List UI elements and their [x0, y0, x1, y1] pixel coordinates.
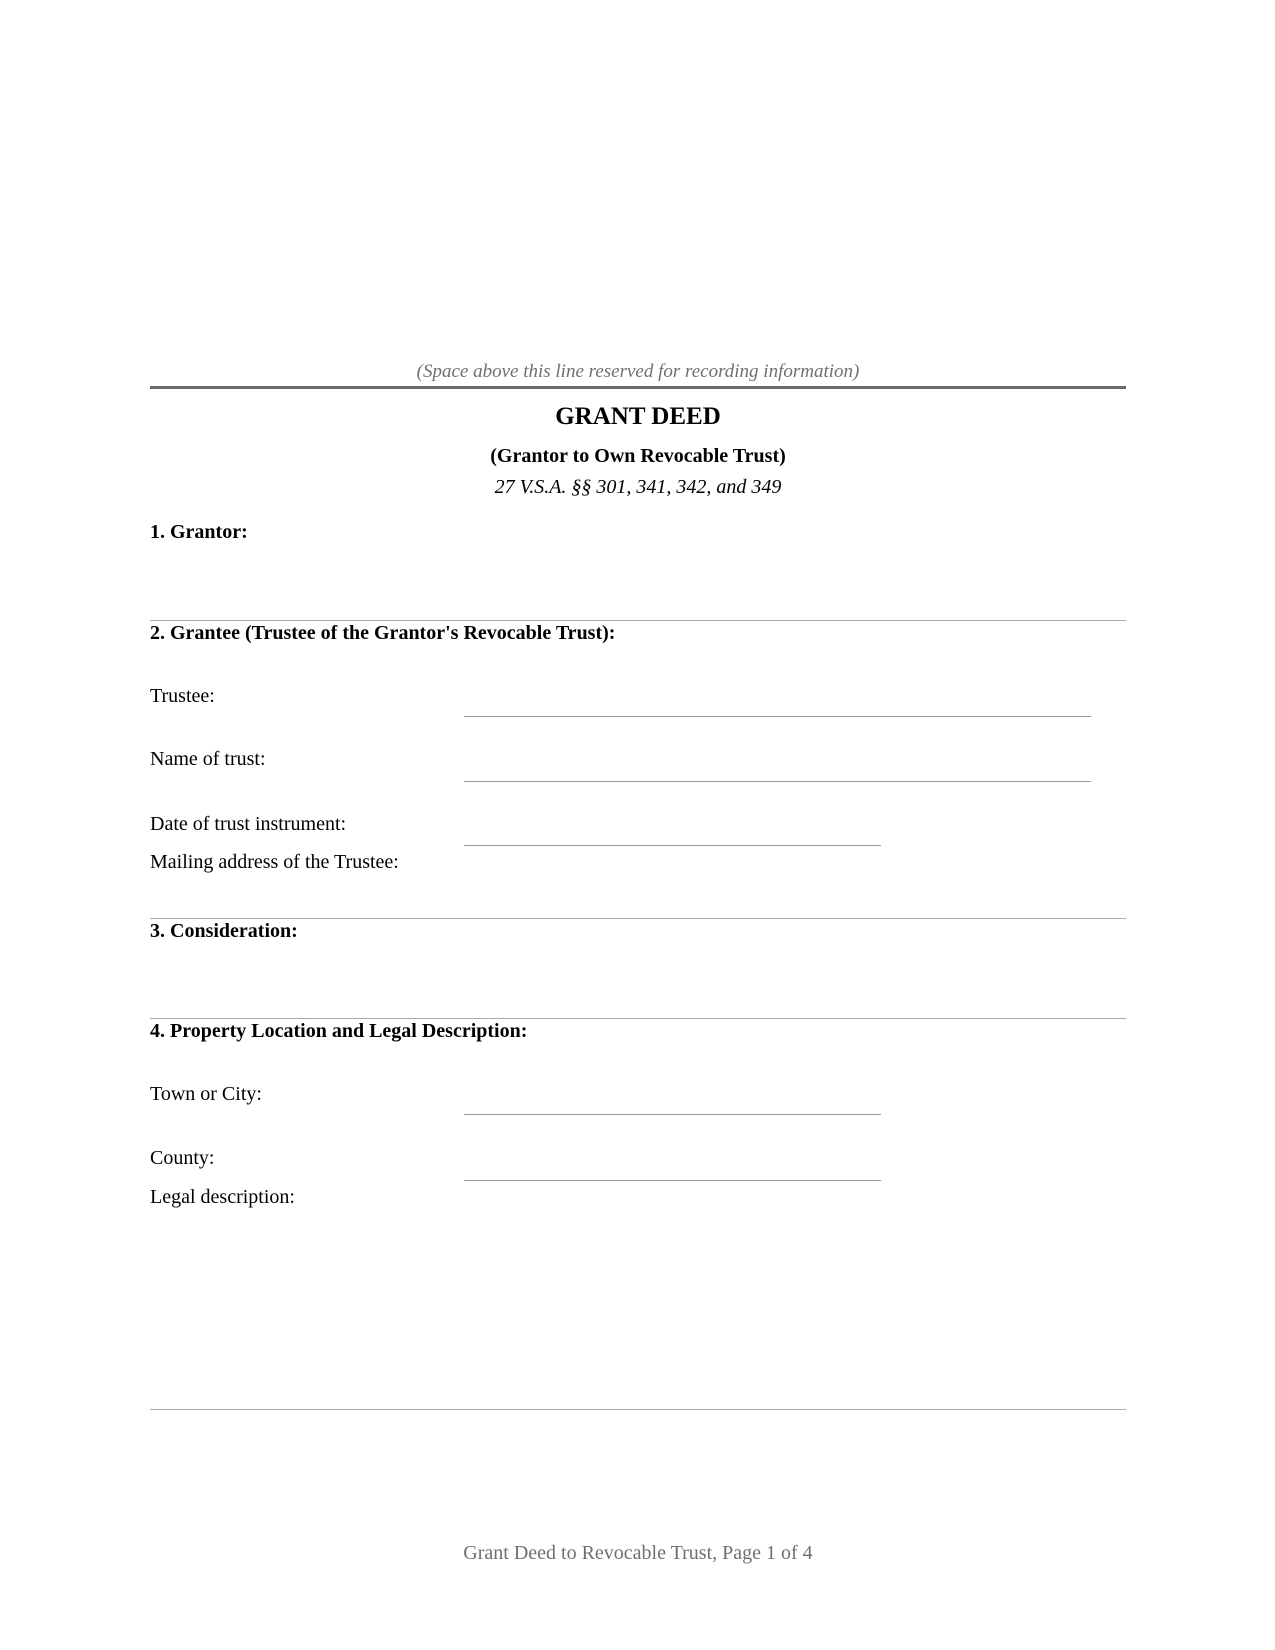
- legal-description-line[interactable]: [150, 1409, 1126, 1410]
- recording-reserved-note: (Space above this line reserved for recording information): [416, 361, 860, 382]
- trust-date-label: Date of trust instrument:: [150, 813, 347, 835]
- statute-citation: 27 V.S.A. §§ 301, 341, 342, and 349: [494, 476, 782, 498]
- trustee-label: Trustee:: [150, 685, 215, 707]
- trust-date-field[interactable]: [464, 845, 881, 846]
- trustee-field[interactable]: [464, 716, 1091, 717]
- town-field[interactable]: [464, 1114, 881, 1115]
- trust-name-label: Name of trust:: [150, 748, 266, 770]
- town-label: Town or City:: [150, 1083, 262, 1105]
- page-footer: Grant Deed to Revocable Trust, Page 1 of 4: [463, 1542, 813, 1564]
- property-heading: 4. Property Location and Legal Description:: [150, 1020, 528, 1042]
- recording-divider: [150, 386, 1126, 389]
- document-subtitle: (Grantor to Own Revocable Trust): [490, 445, 786, 467]
- county-label: County:: [150, 1147, 215, 1169]
- trust-name-field[interactable]: [464, 781, 1091, 782]
- legal-description-label: Legal description:: [150, 1186, 295, 1208]
- document-title: GRANT DEED: [555, 403, 721, 430]
- grantee-heading: 2. Grantee (Trustee of the Grantor's Revocable Trust):: [150, 622, 616, 644]
- grantor-heading: 1. Grantor:: [150, 521, 248, 543]
- mailing-address-label: Mailing address of the Trustee:: [150, 851, 399, 873]
- county-field[interactable]: [464, 1180, 881, 1181]
- consideration-heading: 3. Consideration:: [150, 920, 298, 942]
